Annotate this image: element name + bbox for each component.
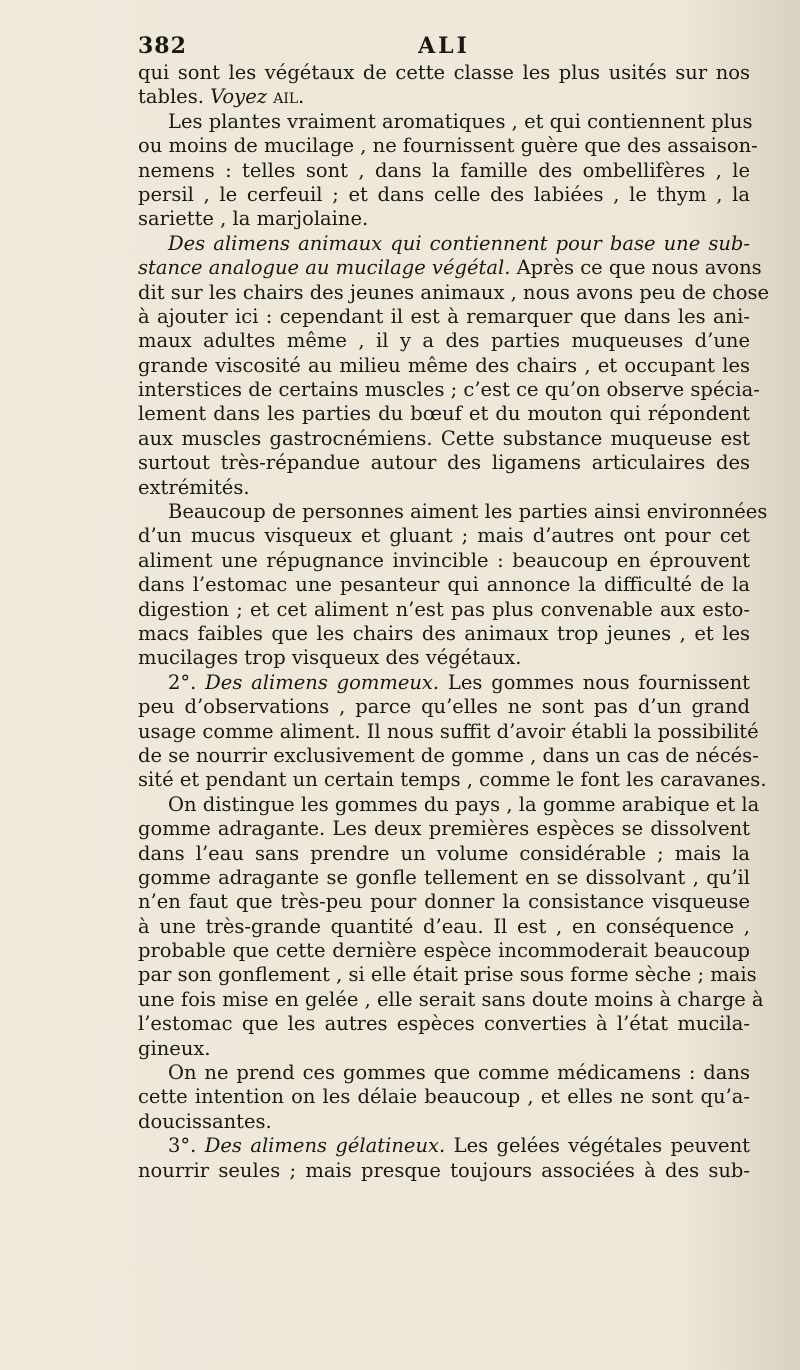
text-line bbox=[138, 1134, 750, 1158]
text-run: Les plantes vraiment aromatiques , et qui contiennent plus bbox=[168, 109, 753, 133]
text-run: 2°. bbox=[168, 670, 206, 694]
text-run: dit sur les chairs des jeunes animaux , nous avons peu de chose bbox=[138, 280, 770, 304]
text-line bbox=[138, 378, 760, 402]
text-run: à une très-grande quantité d’eau. Il est , en conséquence , bbox=[138, 914, 750, 938]
text-run: grande viscosité au milieu même des chairs , et occupant les bbox=[138, 353, 750, 377]
text-line bbox=[138, 159, 750, 183]
text-run: gomme adragante. Les deux premières espèces se dissolvent bbox=[138, 817, 750, 841]
text-run: gomme adragante se gonfle tellement en se dissolvant , qu’il bbox=[138, 865, 750, 889]
text-line bbox=[138, 1061, 750, 1085]
text-line bbox=[138, 743, 759, 768]
text-run: dans l’eau sans prendre un volume considérable ; mais la bbox=[138, 841, 750, 865]
text-run: ou moins de mucilage , ne fournissent guère que des assaison- bbox=[138, 134, 758, 158]
text-line bbox=[138, 890, 750, 914]
text-line bbox=[138, 842, 750, 866]
text-line bbox=[138, 476, 750, 500]
text-run: persil , le cerfeuil ; et dans celle des labiées , le thym , la bbox=[138, 182, 750, 206]
italic-text: stance analogue au mucilage végétal. bbox=[138, 256, 511, 280]
text-line bbox=[138, 109, 753, 134]
text-line bbox=[138, 1085, 750, 1109]
body-text bbox=[138, 61, 770, 1183]
text-run: de se nourrir exclusivement de gomme , dans un cas de nécés- bbox=[138, 743, 759, 767]
text-line bbox=[138, 134, 758, 158]
text-run: l’estomac que les autres espèces converties à l’état mucila- bbox=[138, 1012, 750, 1036]
text-run: aliment une répugnance invincible : beaucoup en éprouvent bbox=[138, 548, 750, 572]
text-run: une fois mise en gelée , elle serait sans doute moins à charge à bbox=[138, 987, 764, 1011]
text-run: Les gommes nous fournissent bbox=[439, 670, 750, 694]
text-run: surtout très-répandue autour des ligamens articulaires des bbox=[138, 451, 750, 475]
text-run: d’un mucus visqueux et gluant ; mais d’autres ont pour cet bbox=[138, 524, 750, 548]
text-run: nemens : telles sont , dans la famille des ombellifères , le bbox=[138, 158, 750, 182]
text-run: usage comme aliment. Il nous suffit d’avoir établi la possibilité bbox=[138, 719, 759, 743]
text-line bbox=[138, 915, 750, 939]
text-run: aux muscles gastrocnémiens. Cette substance muqueuse est bbox=[138, 426, 750, 450]
text-line bbox=[138, 768, 767, 792]
text-line bbox=[138, 85, 750, 109]
text-line bbox=[138, 817, 750, 841]
text-line bbox=[138, 427, 750, 451]
text-line bbox=[138, 549, 750, 573]
text-line bbox=[138, 646, 750, 670]
text-run: 3°. bbox=[168, 1134, 205, 1158]
text-line bbox=[138, 524, 750, 548]
italic-text: Voyez bbox=[210, 85, 268, 109]
italic-text: Des alimens gommeux. bbox=[205, 670, 440, 694]
text-line bbox=[138, 451, 750, 475]
text-line bbox=[138, 963, 757, 987]
text-run: lement dans les parties du bœuf et du mouton qui répondent bbox=[138, 402, 750, 426]
text-run: digestion ; et cet aliment n’est pas plus convenable aux esto- bbox=[138, 597, 750, 621]
text-line bbox=[138, 1037, 750, 1061]
text-run: tables. bbox=[138, 85, 211, 109]
text-run: dans l’estomac une pesanteur qui annonce la difficulté de la bbox=[138, 573, 750, 597]
text-line bbox=[138, 1012, 750, 1036]
text-run: Beaucoup de personnes aiment les parties ainsi environnées bbox=[168, 500, 768, 524]
text-line bbox=[138, 939, 750, 963]
text-run: doucissantes. bbox=[138, 1109, 272, 1133]
text-line bbox=[138, 1110, 750, 1134]
text-run: probable que cette dernière espèce incommoderait beaucoup bbox=[138, 939, 750, 963]
text-line bbox=[138, 61, 750, 85]
text-line bbox=[138, 354, 750, 378]
text-run: sité et pendant un certain temps , comme le font les caravanes. bbox=[138, 768, 767, 792]
text-run: n’en faut que très-peu pour donner la consistance visqueuse bbox=[138, 890, 750, 914]
text-run: qui sont les végétaux de cette classe les plus usités sur nos bbox=[138, 61, 750, 84]
text-run: macs faibles que les chairs des animaux trop jeunes , et les bbox=[138, 621, 750, 645]
text-run: peu d’observations , parce qu’elles ne sont pas d’un grand bbox=[138, 695, 750, 719]
text-run: gineux. bbox=[138, 1036, 211, 1060]
text-line bbox=[138, 232, 750, 256]
text-line bbox=[138, 598, 750, 622]
text-line bbox=[138, 695, 750, 719]
text-line bbox=[138, 792, 760, 817]
text-line bbox=[138, 305, 750, 329]
page-number: 382 bbox=[138, 33, 187, 59]
italic-text: Des alimens gélatineux. bbox=[204, 1134, 446, 1158]
italic-text: Des alimens animaux qui contiennent pour base une sub- bbox=[168, 231, 750, 255]
text-run: nourrir seules ; mais presque toujours associées à des sub- bbox=[138, 1158, 750, 1182]
text-line bbox=[138, 622, 750, 646]
text-run: extrémités. bbox=[138, 475, 250, 499]
text-run: cette intention on les délaie beaucoup , et elles ne sont qu’a- bbox=[138, 1085, 750, 1109]
text-line bbox=[138, 207, 750, 231]
text-run: sariette , la marjolaine. bbox=[138, 207, 369, 231]
text-line bbox=[138, 1159, 750, 1183]
text-run: par son gonflement , si elle était prise sous forme sèche ; mais bbox=[138, 963, 757, 987]
text-run: à ajouter ici : cependant il est à remarquer que dans les ani- bbox=[138, 304, 750, 328]
text-line bbox=[138, 402, 750, 426]
text-line bbox=[138, 500, 768, 524]
text-line bbox=[138, 671, 750, 695]
text-run: On distingue les gommes du pays , la gomme arabique et la bbox=[168, 792, 760, 816]
text-line bbox=[138, 256, 762, 280]
text-line bbox=[138, 183, 750, 207]
text-run: interstices de certains muscles ; c’est ce qu’on observe spécia- bbox=[138, 378, 760, 402]
text-line bbox=[138, 866, 750, 890]
small-caps-text: ail. bbox=[273, 85, 305, 109]
text-line bbox=[138, 329, 750, 353]
text-line bbox=[138, 719, 759, 744]
text-line bbox=[138, 280, 770, 305]
page-header bbox=[138, 32, 750, 60]
text-line bbox=[138, 987, 764, 1012]
text-run: mucilages trop visqueux des végétaux. bbox=[138, 646, 522, 670]
text-run: On ne prend ces gommes que comme médicamens : dans bbox=[168, 1061, 750, 1085]
text-run: Après ce que nous avons bbox=[510, 256, 762, 280]
text-run: maux adultes même , il y a des parties muqueuses d’une bbox=[138, 329, 750, 353]
text-run: Les gelées végétales peuvent bbox=[445, 1134, 750, 1158]
text-line bbox=[138, 573, 750, 597]
running-head: ALI bbox=[418, 33, 470, 59]
